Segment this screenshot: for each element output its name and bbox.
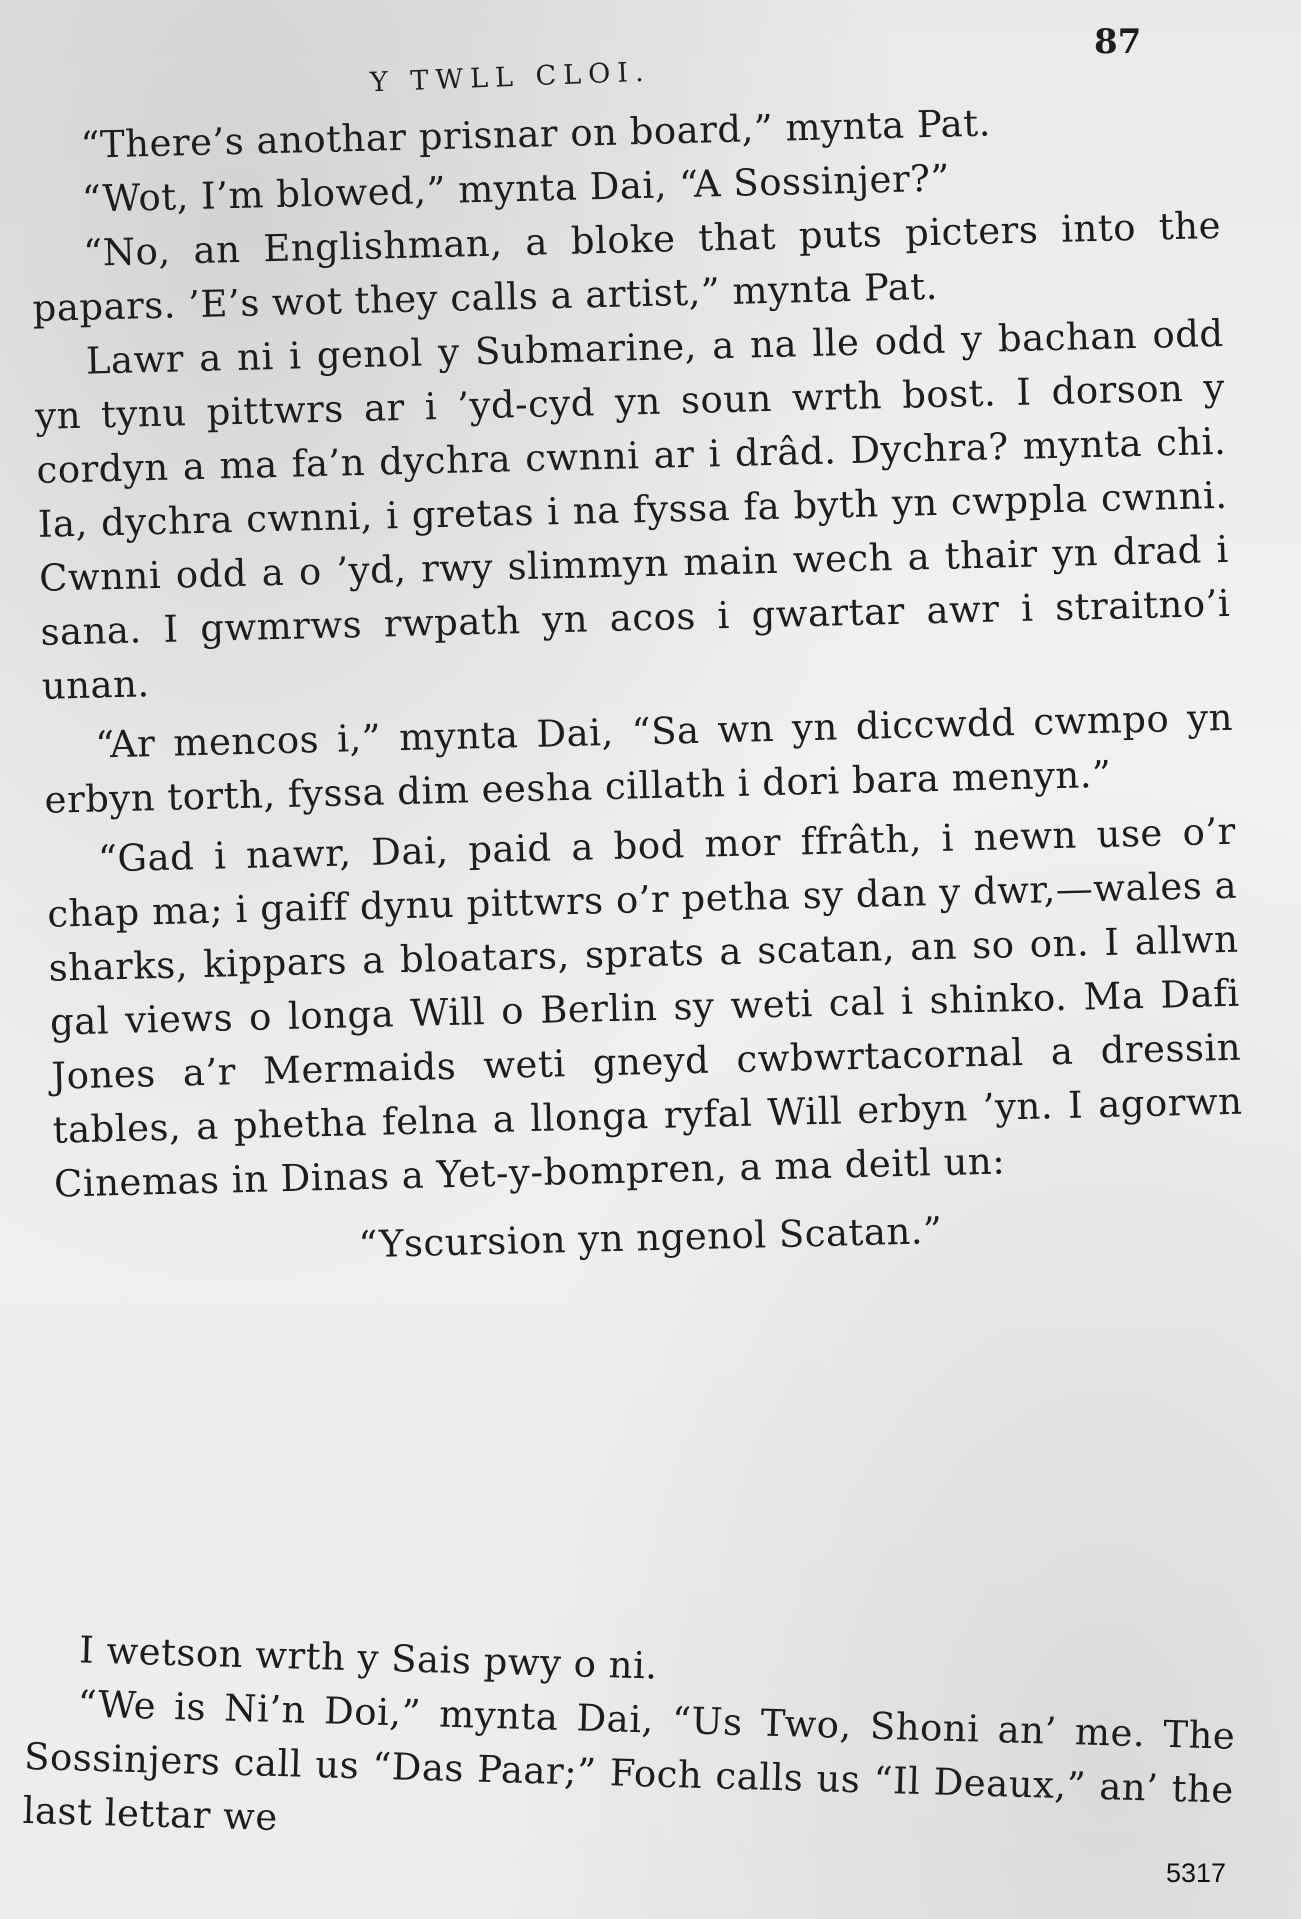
paragraph: Lawr a ni i genol y Submarine, a na lle odd y bachan odd yn tynu pittwrs ar i ’yd-cyd yn soun wrth bost. I dorson y cordyn a ma fa’n dychra cwnni ar i drâd. Dychra? mynta chi. Ia, dychra cwnni, i gretas i na fyssa fa byth yn cwppla cwnni. Cwnni odd a o ’yd, rwy slimmyn main wech a thair yn drad i sana. I gwmrws rwpath yn acos i gwartar awr i straitno’i unan. [34, 311, 1231, 708]
paragraph: I wetson wrth y Sais pwy o ni. [78, 1628, 659, 1688]
body-text [28, 91, 1246, 1298]
paragraph: “No, an Englishman, a bloke that puts picters into the papars. ’E’s wot they calls a artist,” mynta Pat. [32, 203, 1222, 330]
catalog-number: 5317 [1166, 1858, 1227, 1888]
paragraph: “Gad i nawr, Dai, paid a bod mor ffrâth, i newn use o’r chap ma; i gaiff dynu pittwrs o’r petha sy dan y dwr,—wales a sharks, kippars a bloatars, sprats a scatan, an so on. I allwn gal views o longa Will o Berlin sy weti cal i shinko. Ma Dafi Jones a’r Mermaids weti gneyd cwbwrtacornal a dressin tables, a phetha felna a llonga ryfal Will erbyn ’yn. I agorwn Cinemas in Dinas a Yet-y-bompren, a ma deitl un: [46, 809, 1243, 1206]
running-title: Y TWLL CLOI. [369, 56, 652, 99]
centered-line: “Yscursion yn ngenol Scatan.” [358, 1208, 943, 1267]
paragraph: “Wot, I’m blowed,” mynta Dai, “A Sossinjer?” [81, 156, 951, 221]
closing-text [22, 1622, 1238, 1872]
paragraph: “Ar mencos i,” mynta Dai, “Sa wn yn diccwdd cwmpo yn erbyn torth, fyssa dim eesha cillath i dori bara menyn.” [44, 695, 1234, 822]
paragraph: “There’s anothar prisnar on board,” mynta Pat. [80, 101, 992, 167]
paragraph: “We is Ni’n Doi,” mynta Dai, “Us Two, Shoni an’ me. The Sossinjers call us “Das Paar;” Foch calls us “Il Deaux,” an’ the last lettar we [22, 1682, 1236, 1840]
page-number: 87 [1094, 22, 1142, 62]
